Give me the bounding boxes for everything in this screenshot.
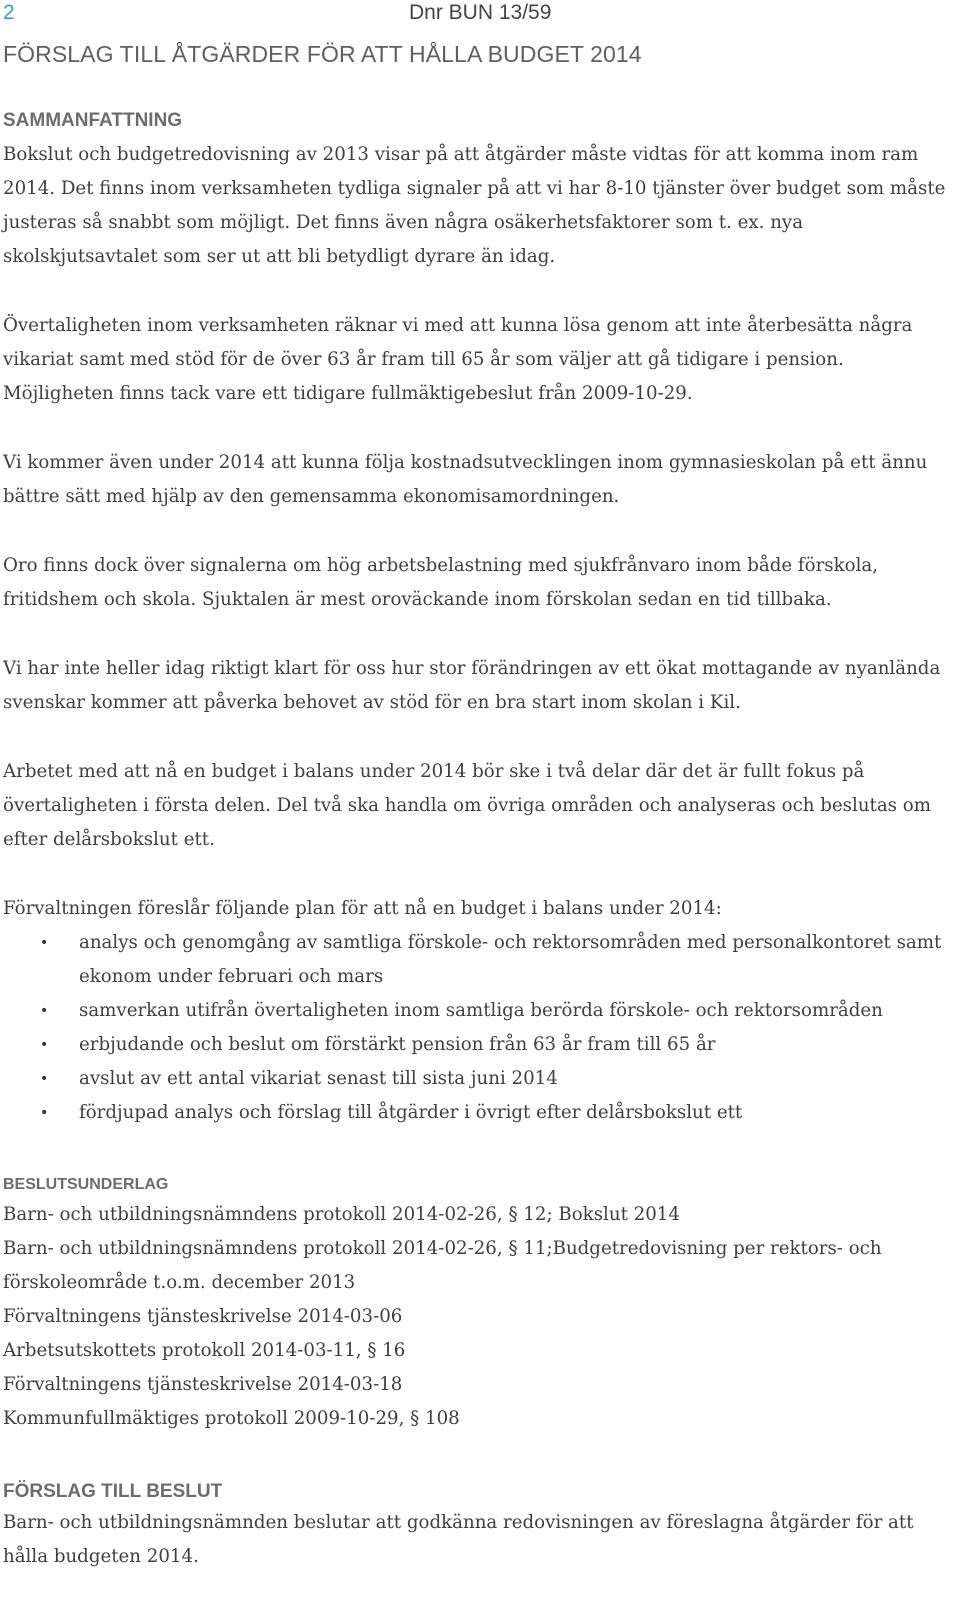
basis-heading: BESLUTSUNDERLAG	[3, 1176, 169, 1193]
summary-heading: SAMMANFATTNING	[3, 110, 183, 131]
list-item-text: avslut av ett antal vikariat senast till sista juni 2014	[79, 1068, 558, 1089]
list-item	[3, 994, 948, 1028]
list-item-text: fördjupad analys och förslag till åtgärder i övrigt efter delårsbokslut ett	[79, 1102, 743, 1123]
plan-intro: Förvaltningen föreslår följande plan för att nå en budget i balans under 2014:	[3, 898, 722, 919]
summary-paragraph: Arbetet med att nå en budget i balans under 2014 bör ske i två delar där det är fullt fokus på övertaligheten i första delen. Del två ska handla om övriga områden och analyseras och beslutas om efter delårsbokslut ett.	[3, 761, 931, 850]
basis-list	[3, 1198, 948, 1436]
summary-paragraph: Vi har inte heller idag riktigt klart för oss hur stor förändringen av ett ökat mottagande av nyanlända svenskar kommer att påverka behovet av stöd för en bra start inom skolan i Kil.	[3, 658, 941, 713]
list-item	[3, 1096, 948, 1130]
reference-item: Förvaltningens tjänsteskrivelse 2014-03-06	[3, 1306, 403, 1327]
summary-paragraph: Bokslut och budgetredovisning av 2013 visar på att åtgärder måste vidtas för att komma inom ram 2014. Det finns inom verksamheten tydliga signaler på att vi har 8-10 tjänster över budget som måste justeras så snabbt som möjligt. Det finns även några osäkerhetsfaktorer som t. ex. nya skolskjutsavtalet som ser ut att bli betydligt dyrare än idag.	[3, 144, 946, 267]
reference-item: Barn- och utbildningsnämndens protokoll 2014-02-26, § 12; Bokslut 2014	[3, 1204, 680, 1225]
bullet-icon: •	[40, 1003, 49, 1019]
bullet-icon: •	[40, 1071, 49, 1087]
reference-item: Kommunfullmäktiges protokoll 2009-10-29, § 108	[3, 1408, 460, 1429]
page-number: 2	[3, 1, 15, 24]
list-item	[3, 1028, 948, 1062]
page-header	[3, 0, 948, 26]
summary-paragraph: Övertaligheten inom verksamheten räknar vi med att kunna lösa genom att inte återbesätta några vikariat samt med stöd för de över 63 år fram till 65 år som väljer att gå tidigare i pension. Möjligheten finns tack vare ett tidigare fullmäktigebeslut från 2009-10-29.	[3, 315, 913, 404]
document-page	[3, 0, 948, 1574]
summary-paragraph: Vi kommer även under 2014 att kunna följa kostnadsutvecklingen inom gymnasieskolan på ett ännu bättre sätt med hjälp av den gemensamma ekonomisamordningen.	[3, 452, 928, 507]
bullet-icon: •	[40, 1105, 49, 1121]
list-item	[3, 1062, 948, 1096]
list-item-text: erbjudande och beslut om förstärkt pension från 63 år fram till 65 år	[79, 1034, 716, 1055]
document-reference: Dnr BUN 13/59	[409, 1, 552, 24]
proposal-text: Barn- och utbildningsnämnden beslutar att godkänna redovisningen av föreslagna åtgärder för att hålla budgeten 2014.	[3, 1512, 914, 1567]
bullet-icon: •	[40, 1037, 49, 1053]
document-title: FÖRSLAG TILL ÅTGÄRDER FÖR ATT HÅLLA BUDGET 2014	[3, 41, 642, 67]
plan-list	[3, 926, 948, 1130]
reference-item: Förvaltningens tjänsteskrivelse 2014-03-18	[3, 1374, 403, 1395]
list-item	[3, 926, 948, 994]
list-item-text: samverkan utifrån övertaligheten inom samtliga berörda förskole- och rektorsområden	[79, 1000, 883, 1021]
list-item-text: analys och genomgång av samtliga förskole- och rektorsområden med personalkontoret samt ekonom under februari och mars	[79, 932, 942, 987]
reference-item: Arbetsutskottets protokoll 2014-03-11, § 16	[3, 1340, 406, 1361]
proposal-heading: FÖRSLAG TILL BESLUT	[3, 1481, 223, 1502]
summary-paragraph: Oro finns dock över signalerna om hög arbetsbelastning med sjukfrånvaro inom både förskola, fritidshem och skola. Sjuktalen är mest oroväckande inom förskolan sedan en tid tillbaka.	[3, 555, 879, 610]
reference-item: Barn- och utbildningsnämndens protokoll 2014-02-26, § 11;Budgetredovisning per rektors- och förskoleområde t.o.m. december 2013	[3, 1238, 882, 1293]
bullet-icon: •	[40, 935, 49, 951]
